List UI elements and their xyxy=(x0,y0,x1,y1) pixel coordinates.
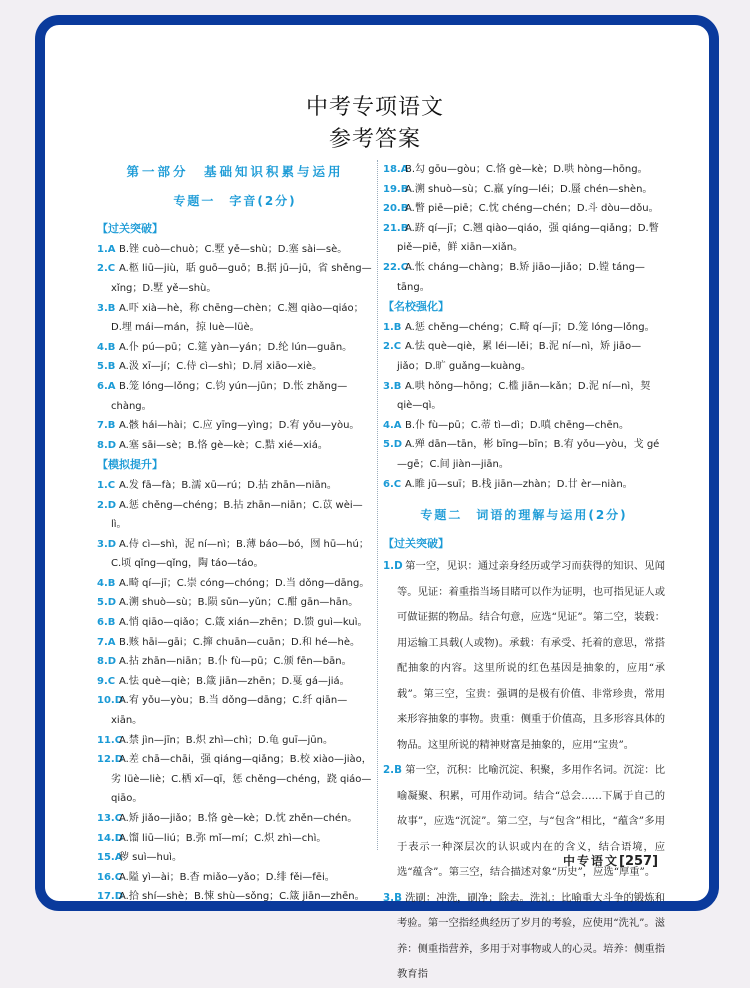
answer-number: 13.C xyxy=(97,813,123,824)
footer-label: 中专语文 xyxy=(563,854,620,868)
answer-text: 第一空，见识：通过亲身经历或学习而获得的知识、见闻等。见证：着重指当场目睹可以作为证明，也可指见证人或可做证据的物品。结合句意，应选“见证”。第二空，装载：用运输工具载(人或物)。承载：有承受、托着的意思，常搭配抽象的内容。这里所说的红色基因是抽象的，应用“承载”。第三空，宝贵：强调的是极有价值、非常珍贵，常用来形容抽象的事物。贵重：侧重于价值高，且多形容具体的物品。这里所说的精神财富是抽象的，应用“宝贵”。 xyxy=(397,560,665,751)
answer-item xyxy=(383,199,665,219)
answer-text: A.惩 chěng—chéng；B.拈 zhān—niān；C.苡 wèi—lì。 xyxy=(111,499,363,531)
answer-text: A.溯 shuò—sù；C.羸 yíng—léi；D.蜃 chén—shèn。 xyxy=(405,183,653,195)
topic-title: 专题一 字音(2分) xyxy=(173,193,297,208)
answer-text: A.矫 jiǎo—jiǎo；B.恪 gè—kè；D.忱 zhěn—chén。 xyxy=(119,813,358,824)
answer-text: B.赅 hāi—gāi；C.撺 chuān—cuān；D.和 hé—hè。 xyxy=(119,636,361,648)
answer-text: A.发 fā—fà；B.濡 xū—rú；D.拈 zhān—niān。 xyxy=(119,479,337,491)
answer-number: 14.D xyxy=(97,832,124,844)
answer-text: A.殚 dān—tān，彬 bīng—bīn；B.宥 yǒu—yòu，戈 gé—gē；C.间 jiàn—jiān。 xyxy=(397,439,660,470)
answer-text: A.拾 shí—shè；B.悚 shù—sǒng；C.箴 jiān—zhēn。 xyxy=(119,891,365,903)
answer-list xyxy=(383,554,665,988)
answer-text: B.仆 fù—pū；C.蒂 tì—dì；D.嗔 chēng—chēn。 xyxy=(405,419,629,431)
answer-text: A.汲 xī—jí；C.侍 cì—shì；D.屑 xiāo—xiè。 xyxy=(119,361,323,373)
answer-text: A.跻 qí—jī；C.翘 qiào—qiáo，强 qiáng—qiǎng；D.瞥 piě—piē，鲜 xiān—xiǎn。 xyxy=(397,222,659,254)
answer-number: 3.B xyxy=(383,891,402,904)
answer-list xyxy=(383,160,665,297)
answer-number: 20.B xyxy=(383,203,409,215)
answer-item xyxy=(383,160,665,180)
answer-text: A.馏 liū—liú；B.弥 mǐ—mí；C.炽 zhì—chì。 xyxy=(119,832,327,844)
answer-text: 第一空，沉积：比喻沉淀、积聚，多用作名词。沉淀：比喻凝聚、积累，可用作动词。结合“总会……下属于自己的故事”，应选“沉淀”。第二空，与“包含”相比，“蕴含”多用于表示一种深层次的认识或内在的含义，结合语境，应选“蕴含”。第三空，结合描述对象“历史”，应选“厚重”。 xyxy=(397,764,665,879)
left-column xyxy=(97,160,373,907)
answer-text: A.塞 sāi—sè；B.恪 gè—kè；C.黠 xié—xiá。 xyxy=(119,439,328,451)
topic-title: 专题二 词语的理解与运用(2分) xyxy=(420,508,628,523)
answer-number: 18.A xyxy=(383,164,409,175)
answer-number: 11.C xyxy=(97,734,123,746)
answer-number: 21.B xyxy=(383,222,409,234)
answer-number: 5.D xyxy=(97,597,117,609)
answer-item xyxy=(97,672,373,692)
answer-text: A.仆 pú—pū；C.筵 yàn—yán；D.纶 lún—guān。 xyxy=(119,341,353,353)
answer-number: 6.A xyxy=(97,380,116,392)
answer-text: A.差 chā—chāi，强 qiáng—qiǎng；B.校 xiào—jiào，劣 lüè—liè；C.栖 xī—qī，惩 chěng—chéng，跷 qiáo—qiāo。 xyxy=(111,754,372,805)
answer-number: 8.D xyxy=(97,439,117,451)
answer-text: A.柩 liū—jiù，聒 guō—guō；B.据 jū—jū，省 shěng—xǐng；D.墅 yě—shù。 xyxy=(111,263,372,294)
answer-item xyxy=(383,337,665,376)
answer-number: 6.B xyxy=(97,617,116,629)
answer-text: A.骸 hái—hài；C.应 yīng—yìng；D.宥 yǒu—yòu。 xyxy=(119,420,360,432)
answer-text: A.悄 qiāo—qiǎo；C.箴 xián—zhēn；D.馈 guì—kuì。 xyxy=(119,617,368,629)
answer-text: A.睢 jū—suī；B.栈 jiān—zhàn；D.廿 èr—niàn。 xyxy=(405,478,633,490)
answer-item xyxy=(97,496,373,535)
answer-number: 16.C xyxy=(97,871,123,883)
answer-text: A.侍 cì—shì，泥 ní—nì；B.薄 báo—bó，囫 hū—hú；C.顷 qǐng—qǐng，陶 táo—táo。 xyxy=(111,538,369,570)
answer-text: A.瞥 piē—piē；C.忱 chéng—chén；D.斗 dòu—dǒu。 xyxy=(405,203,659,215)
answer-text: 洗刷：冲洗，刷净；除去。洗礼：比喻重大斗争的锻炼和考验。第一空指经典经历了岁月的考验，应使用“洗礼”。滋养：侧重指营养，多用于对事物或人的心灵。培养：侧重指教育指 xyxy=(397,891,665,981)
answer-text: A.怯 què—qiè；B.箴 jiān—zhēn；D.戛 gá—jiá。 xyxy=(119,675,350,687)
answer-item xyxy=(383,416,665,436)
answer-item xyxy=(97,476,373,496)
answer-number: 2.C xyxy=(97,263,116,275)
answer-item xyxy=(97,338,373,358)
answer-item xyxy=(97,829,373,849)
section-heading: 【过关突破】 xyxy=(97,222,163,236)
answer-number: 3.B xyxy=(97,302,116,314)
answer-item xyxy=(383,435,665,474)
section-heading: 【模拟提升】 xyxy=(97,458,163,472)
page-subtitle: 参考答案 xyxy=(328,127,421,152)
answer-item xyxy=(97,750,373,809)
answer-text: B.勾 gōu—gòu；C.恪 gè—kè；D.哄 hòng—hōng。 xyxy=(405,164,648,175)
answer-item xyxy=(383,377,665,416)
answer-item xyxy=(97,259,373,298)
answer-item xyxy=(97,357,373,377)
answer-text: A.禁 jìn—jīn；B.炽 zhì—chì；D.龟 guī—jūn。 xyxy=(119,734,333,746)
answer-list xyxy=(97,476,373,907)
part-title: 第一部分 基础知识积累与运用 xyxy=(126,164,344,179)
answer-item xyxy=(383,886,665,988)
answer-number: 17.D xyxy=(97,891,124,903)
section-heading: 【名校强化】 xyxy=(383,300,449,314)
answer-item xyxy=(97,691,373,730)
column-divider xyxy=(377,160,378,850)
answer-text: 秽 suì—huì。 xyxy=(119,852,182,864)
answer-item xyxy=(97,652,373,672)
answer-number: 22.C xyxy=(383,261,409,273)
answer-item xyxy=(97,535,373,574)
answer-number: 12.D xyxy=(97,754,124,766)
answer-item xyxy=(97,436,373,456)
answer-item xyxy=(97,377,373,416)
answer-number: 19.B xyxy=(383,183,409,195)
answer-text: A.拈 zhān—niān；B.仆 fù—pū；C.颁 fēn—bān。 xyxy=(119,656,352,668)
answer-item xyxy=(97,240,373,260)
answer-text: A.惩 chěng—chéng；C.畸 qí—jī；D.笼 lóng—lǒng。 xyxy=(405,321,655,333)
answer-text: B.笼 lóng—lǒng；C.钧 yún—jūn；D.怅 zhǎng—chàng。 xyxy=(111,380,348,412)
answer-number: 3.B xyxy=(383,380,402,392)
answer-number: 8.D xyxy=(97,656,117,668)
answer-number: 7.B xyxy=(97,420,116,432)
answer-number: 1.A xyxy=(97,243,116,255)
answer-number: 2.B xyxy=(383,764,402,777)
answer-list xyxy=(383,318,665,494)
answer-text: A.隘 yì—ài；B.杳 miǎo—yǎo；D.绯 fěi—fēi。 xyxy=(119,871,335,883)
answer-number: 4.B xyxy=(97,341,116,353)
answer-text: A.怯 què—qiè，累 léi—lěi；B.泥 ní—nì，矫 jiāo—jiǎo；D.旷 guǎng—kuàng。 xyxy=(397,341,642,372)
answer-text: A.宥 yǒu—yòu；B.当 dǒng—dāng；C.纤 qiān—xiān。 xyxy=(111,695,348,727)
answer-item xyxy=(383,318,665,338)
answer-number: 1.B xyxy=(383,321,402,333)
page-title: 中考专项语文 xyxy=(305,95,444,120)
answer-number: 5.B xyxy=(97,361,116,373)
answer-number: 15.A xyxy=(97,852,123,864)
answer-number: 4.A xyxy=(383,419,402,431)
answer-text: A.哄 hǒng—hōng；C.槛 jiān—kǎn；D.泥 ní—nì，契 qiè—qì。 xyxy=(397,380,651,412)
answer-item xyxy=(383,258,665,297)
answer-item xyxy=(97,809,373,829)
answer-number: 7.A xyxy=(97,636,116,648)
answer-item xyxy=(97,574,373,594)
answer-item xyxy=(97,848,373,868)
answer-item xyxy=(97,731,373,751)
answer-item xyxy=(97,868,373,888)
answer-list xyxy=(97,240,373,456)
answer-number: 2.C xyxy=(383,341,402,353)
answer-item xyxy=(383,180,665,200)
answer-text: A.溯 shuò—sù；B.陨 sǔn—yǔn；C.酣 gān—hān。 xyxy=(119,597,359,609)
answer-number: 5.D xyxy=(383,439,403,451)
answer-item xyxy=(383,475,665,495)
answer-item xyxy=(97,613,373,633)
answer-item xyxy=(383,219,665,258)
answer-number: 1.D xyxy=(383,560,403,573)
answer-item xyxy=(383,554,665,758)
answer-text: A.怅 cháng—chàng；B.矫 jiāo—jiǎo；D.镗 táng—tāng。 xyxy=(397,261,645,293)
answer-number: 6.C xyxy=(383,478,402,490)
page-number: 257 xyxy=(624,854,653,869)
answer-text: A.吓 xià—hè，称 chēng—chèn；C.翘 qiào—qiáo；D.埋 mái—mán，掠 luè—lüè。 xyxy=(111,302,364,334)
answer-number: 10.D xyxy=(97,695,124,707)
answer-item xyxy=(97,593,373,613)
answer-text: B.锉 cuò—chuò；C.墅 yě—shù；D.塞 sài—sè。 xyxy=(119,243,348,255)
answer-number: 3.D xyxy=(97,538,117,550)
answer-number: 1.C xyxy=(97,479,116,491)
answer-item xyxy=(97,416,373,436)
answer-item xyxy=(97,887,373,907)
answer-item xyxy=(97,299,373,338)
answer-number: 4.B xyxy=(97,577,116,589)
section-heading: 【过关突破】 xyxy=(383,536,449,550)
answer-number: 2.D xyxy=(97,499,117,511)
answer-item xyxy=(97,633,373,653)
page-footer: 中专语文[257] xyxy=(563,854,659,869)
answer-text: A.畸 qí—jī；C.崇 cóng—chóng；D.当 dǒng—dāng。 xyxy=(119,577,370,589)
answer-number: 9.C xyxy=(97,675,116,687)
